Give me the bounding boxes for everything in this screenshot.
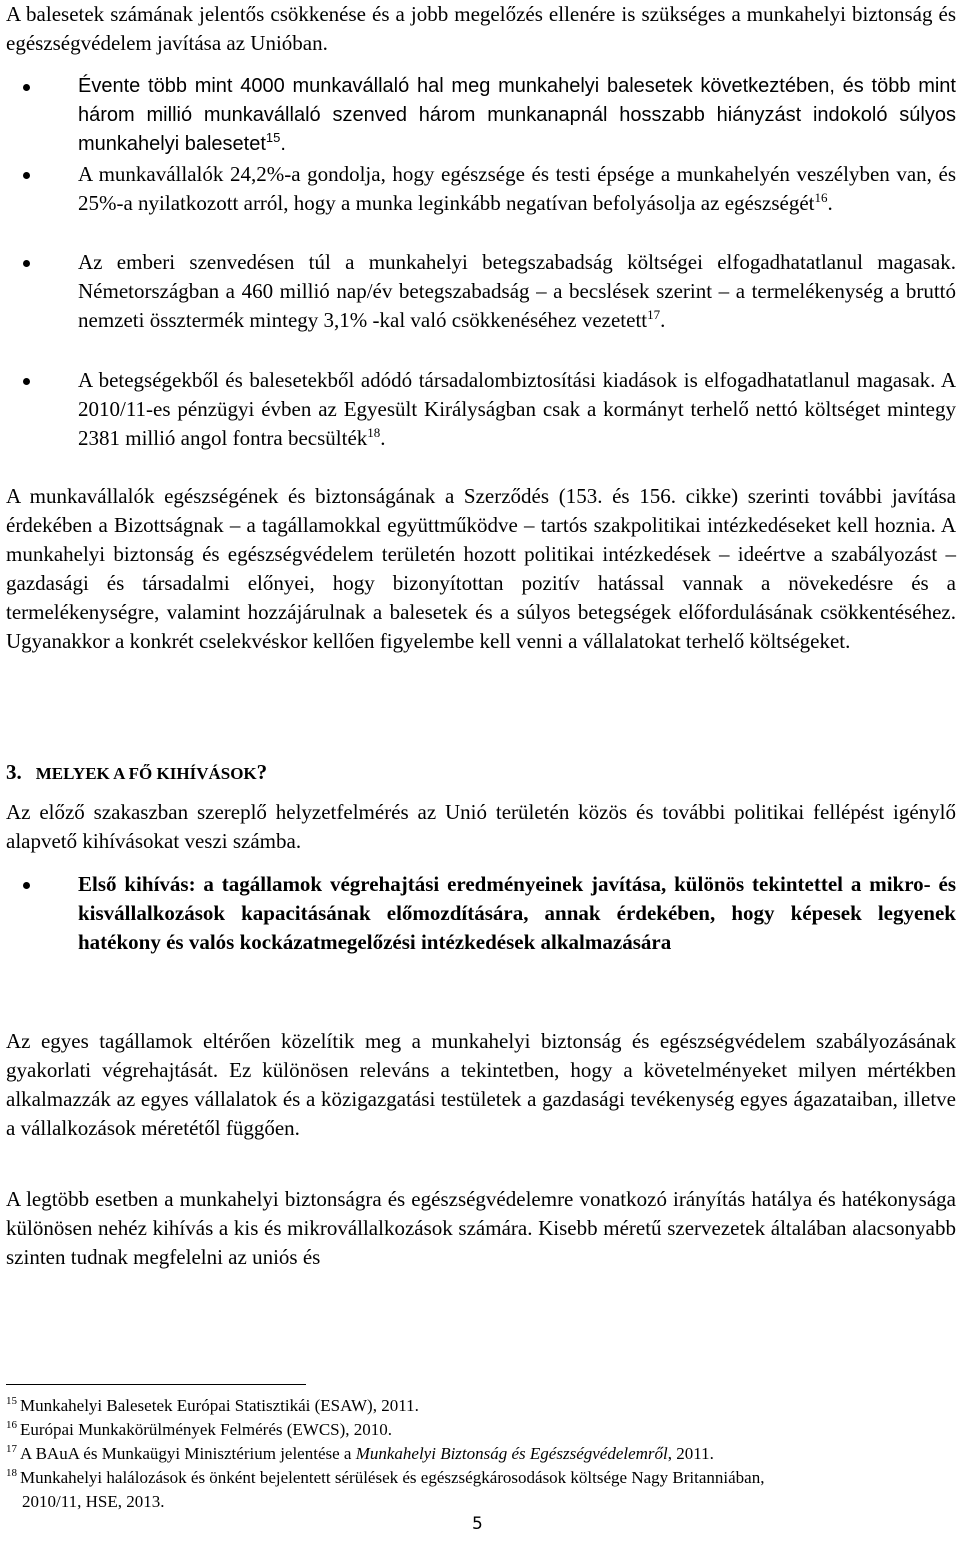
footnote-separator [6, 1384, 306, 1385]
bullet-icon [23, 378, 30, 385]
list-item [78, 870, 956, 957]
bullet-icon [23, 84, 30, 91]
footnote-ref: 16 [814, 190, 828, 205]
body-paragraph: Az egyes tagállamok eltérően közelítik meg a munkahelyi biztonság és egészségvédelem szabályozásának gyakorlati végrehajtását. Ez különösen releváns a tekintetben, hogy a követelményeket milyen mértékben alkalmazzák az egyes vállalatok és a közigazgatási testületek a gazdasági tevékenység egyes ágazataiban, illetve a vállalkozások méretétől függően. [6, 1029, 956, 1140]
bullet-icon [23, 172, 30, 179]
body-paragraph: Az előző szakaszban szereplő helyzetfelmérés az Unió területén közös és további politikai fellépést igénylő alapvető kihívásokat veszi számba. [6, 800, 956, 853]
footnote-ref: 18 [367, 425, 381, 440]
list-item: A munkavállalók 24,2%-a gondolja, hogy egészsége és testi épsége a munkahelyén veszélyben van, és 25%-a nyilatkozott arról, hogy a munka leginkább negatívan befolyásolja az egészségét$^{16}$. [78, 160, 956, 218]
list-item: A betegségekből és balesetekből adódó társadalombiztosítási kiadások is elfogadhatatlanul magasak. A 2010/11-es pénzügyi évben az Egyesült Királyságban csak a kormányt terhelő nettó költséget mintegy 2381 millió angol fontra becsülték$^{18}$. [78, 366, 956, 453]
footnote: $^{17}$ A BAuA és Munkaügyi Minisztérium jelentése a Munkahelyi Biztonság és Egészségvédelemről, 2011. [6, 1443, 714, 1463]
list-item: Évente több mint 4000 munkavállaló hal meg munkahelyi balesetek következtében, és több mint három millió munkavállaló szenved három munkanapnál hosszabb hiányzást indokoló súlyos munkahelyi balesetet$^{15}$. [78, 72, 956, 159]
challenge-text: Első kihívás: a tagállamok végrehajtási eredményeinek javítása, különös tekintettel a mikro- és kisvállalkozások kapacitásának előmozdítására, annak érdekében, hogy képesek legyenek hatékony és valós kockázatmegelőzési intézkedések alkalmazására [78, 872, 956, 954]
footnote-ref: 17 [647, 307, 661, 322]
body-paragraph: A munkavállalók egészségének és biztonságának a Szerződés (153. és 156. cikke) szerinti további javítása érdekében a Bizottságnak – a tagállamokkal együttműködve – tartós szakpolitikai intézkedéseket kell hoznia. A munkahelyi biztonság és egészségvédelem területén hozott politikai intézkedések – ideértve a szabályozást – gazdasági és társadalmi előnyei, hogy bizonyítottan pozitív hatással vannak a növekedésre és a termelékenységre, valamint hozzájárulnak a balesetek és a súlyos betegségek előfordulásának csökkentéséhez. Ugyanakkor a konkrét cselekvéskor kellően figyelembe kell venni a vállalatokat terhelő költségeket. [6, 484, 956, 653]
section-number: 3. [6, 760, 22, 784]
list-item: Az emberi szenvedésen túl a munkahelyi betegszabadság költségei elfogadhatatlanul magasak. Németországban a 460 millió nap/év betegszabadság – a becslések szerint – a termelékenység a bruttó nemzeti össztermék mintegy 3,1% -kal való csökkenéséhez vezetett$^{17}$. [78, 248, 956, 335]
footnote: $^{16}$ Európai Munkakörülmények Felmérés (EWCS), 2010. [6, 1419, 393, 1439]
footnote-ref: 15 [265, 130, 281, 145]
bullet-icon [23, 260, 30, 267]
bullet-icon [23, 882, 30, 889]
footnotes [6, 1394, 956, 1514]
intro-paragraph: A balesetek számának jelentős csökkenése és a jobb megelőzés ellenére is szükséges a munkahelyi biztonság és egészségvédelem javítása az Unióban. [6, 2, 956, 55]
body-paragraph: A legtöbb esetben a munkahelyi biztonságra és egészségvédelemre vonatkozó irányítás hatálya és hatékonysága különösen nehéz kihívás a kis és mikrovállalkozások számára. Kisebb méretű szervezetek általában alacsonyabb szinten tudnak megfelelni az uniós és [6, 1187, 956, 1269]
section-heading: 3. MELYEK A FŐ KIHÍVÁSOK? [6, 760, 268, 784]
footnote: $^{18}$ Munkahelyi halálozások és önként bejelentett sérülések és egészségkárosodások költsége Nagy Britanniában, 2010/11, HSE, 2013. [6, 1467, 765, 1511]
page-number: 5 [472, 1514, 483, 1534]
footnote: $^{15}$ Munkahelyi Balesetek Európai Statisztikái (ESAW), 2011. [6, 1395, 419, 1415]
section-title: MELYEK A FŐ KIHÍVÁSOK [35, 764, 257, 783]
